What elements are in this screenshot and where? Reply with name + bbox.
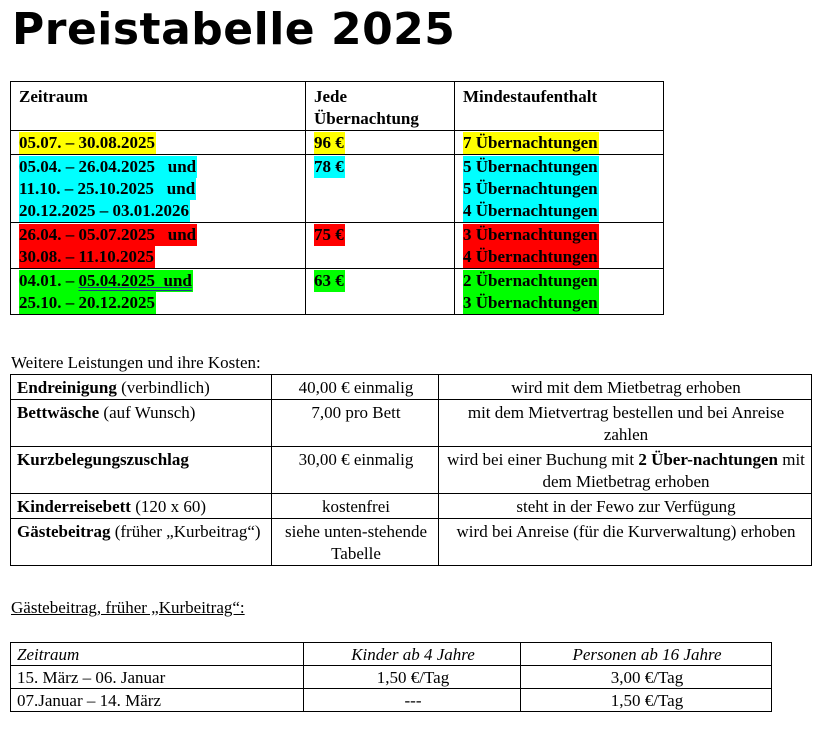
services-caption: Weitere Leistungen und ihre Kosten: — [11, 353, 261, 372]
service-name: Endreinigung (verbindlich) — [11, 375, 272, 400]
fees-row — [11, 689, 772, 712]
fees-row — [11, 666, 772, 689]
service-row — [11, 519, 812, 566]
service-row — [11, 447, 812, 494]
service-cost: 30,00 € einmalig — [272, 447, 439, 494]
fees-children: 1,50 €/Tag — [304, 666, 521, 689]
service-remark: wird bei Anreise (für die Kurverwaltung) erhoben — [439, 519, 812, 566]
fees-caption: Gästebeitrag, früher „Kurbeitrag“: — [11, 598, 245, 617]
fees-header-children: Kinder ab 4 Jahre — [304, 643, 521, 666]
price-table-header — [11, 82, 664, 131]
header-period: Zeitraum — [11, 82, 306, 131]
service-name: Bettwäsche (auf Wunsch) — [11, 400, 272, 447]
fees-adults: 3,00 €/Tag — [521, 666, 772, 689]
price-row — [11, 269, 664, 315]
min-stay-cell: 2 Übernachtungen 3 Übernachtungen — [455, 269, 664, 315]
price-table — [10, 81, 664, 315]
header-price-line2: Übernachtung — [314, 109, 419, 128]
price-cell: 78 € — [306, 155, 455, 223]
service-name: Gästebeitrag (früher „Kurbeitrag“) — [11, 519, 272, 566]
service-remark: wird bei einer Buchung mit 2 Über-nachtungen mit dem Mietbetrag erhoben — [439, 447, 812, 494]
fees-table — [10, 642, 772, 712]
header-min-stay: Mindestaufenthalt — [455, 82, 664, 131]
period-cell: 26.04. – 05.07.2025 und 30.08. – 11.10.2025 — [11, 223, 306, 269]
service-remark: mit dem Mietvertrag bestellen und bei Anreise zahlen — [439, 400, 812, 447]
min-stay-cell: 5 Übernachtungen 5 Übernachtungen 4 Übernachtungen — [455, 155, 664, 223]
service-name: Kurzbelegungszuschlag — [11, 447, 272, 494]
price-cell: 96 € — [306, 131, 455, 155]
service-remark: steht in der Fewo zur Verfügung — [439, 494, 812, 519]
price-cell: 75 € — [306, 223, 455, 269]
min-stay-cell: 7 Übernachtungen — [455, 131, 664, 155]
fees-header-row — [11, 643, 772, 666]
service-cost: 40,00 € einmalig — [272, 375, 439, 400]
service-cost: 7,00 pro Bett — [272, 400, 439, 447]
price-row — [11, 155, 664, 223]
fees-header-period: Zeitraum — [11, 643, 304, 666]
price-row — [11, 131, 664, 155]
min-stay-cell: 3 Übernachtungen 4 Übernachtungen — [455, 223, 664, 269]
services-table — [10, 374, 812, 566]
fees-header-adults: Personen ab 16 Jahre — [521, 643, 772, 666]
page-title: Preistabelle 2025 — [12, 4, 456, 55]
period-cell: 04.01. – 05.04.2025 und 25.10. – 20.12.2025 — [11, 269, 306, 315]
price-cell: 63 € — [306, 269, 455, 315]
service-remark: wird mit dem Mietbetrag erhoben — [439, 375, 812, 400]
period-cell: 05.07. – 30.08.2025 — [11, 131, 306, 155]
service-cost: kostenfrei — [272, 494, 439, 519]
period-cell: 05.04. – 26.04.2025 und 11.10. – 25.10.2025 und 20.12.2025 – 03.01.2026 — [11, 155, 306, 223]
service-row — [11, 400, 812, 447]
header-price-line1: Jede — [314, 87, 348, 106]
fees-period: 15. März – 06. Januar — [11, 666, 304, 689]
service-name: Kinderreisebett (120 x 60) — [11, 494, 272, 519]
service-row — [11, 375, 812, 400]
fees-children: --- — [304, 689, 521, 712]
service-cost: siehe unten-stehende Tabelle — [272, 519, 439, 566]
service-row — [11, 494, 812, 519]
header-price — [306, 82, 455, 131]
price-row — [11, 223, 664, 269]
fees-adults: 1,50 €/Tag — [521, 689, 772, 712]
fees-period: 07.Januar – 14. März — [11, 689, 304, 712]
